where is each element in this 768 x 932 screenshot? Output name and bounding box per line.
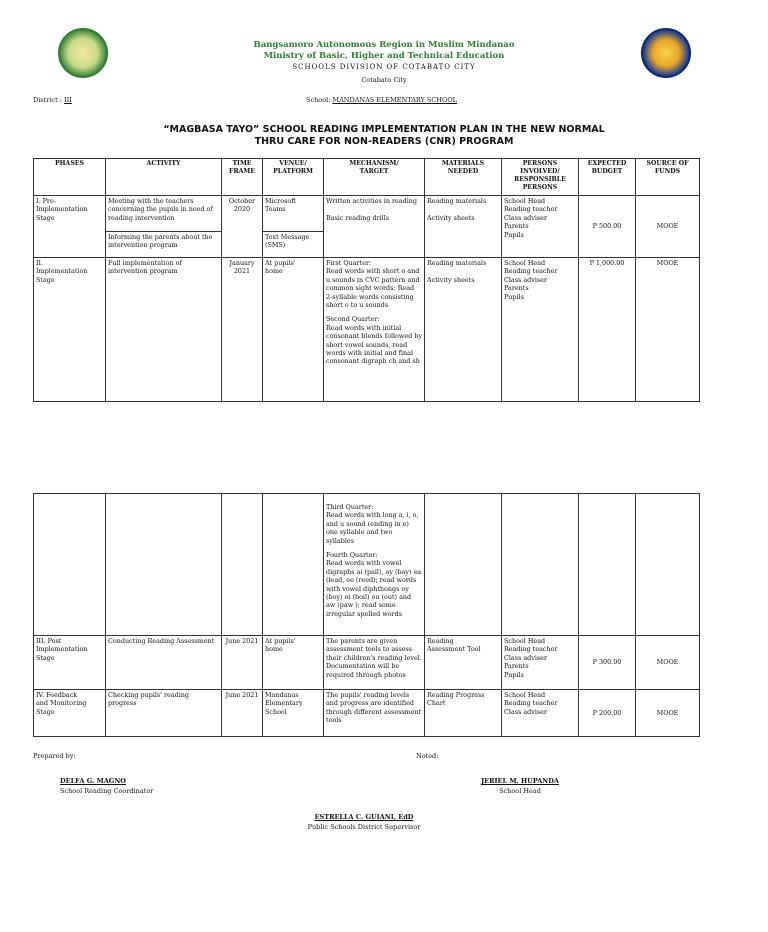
budget-cell <box>579 494 636 636</box>
table-row <box>34 258 700 402</box>
time-cell: October 2020 <box>222 196 263 258</box>
source-cell: MOOE <box>636 196 700 258</box>
materials-cell: Reading materials Activity sheets <box>425 258 502 402</box>
ministry-name: Ministry of Basic, Higher and Technical Education <box>263 51 505 61</box>
mechanism-cell <box>324 494 425 636</box>
district-label: District : <box>33 96 62 104</box>
materials-cell: Reading materials Activity sheets <box>425 196 502 258</box>
quarter-title: Fourth Quarter: <box>326 551 378 560</box>
district-value: III <box>64 96 72 104</box>
header-mechanism: MECHANISM/ TARGET <box>324 159 425 196</box>
header-time-frame: TIME FRAME <box>222 159 263 196</box>
materials-cell: Reading Assessment Tool <box>425 636 502 690</box>
activity-cell: Meeting with the teachers concerning the pupils in need of reading intervention <box>106 196 222 232</box>
preparer-role: School Reading Coordinator <box>60 787 154 795</box>
quarter-title: Second Quarter: <box>326 315 380 324</box>
document-title-line2: THRU CARE FOR NON-READERS (CNR) PROGRAM <box>254 136 514 147</box>
header-phases: PHASES <box>34 159 106 196</box>
activity-cell: Full implementation of intervention program <box>106 258 222 402</box>
plan-table-page2 <box>33 493 700 737</box>
source-cell: MOOE <box>636 636 700 690</box>
table-row <box>34 196 700 232</box>
preparer-name: DELFA G. MAGNO <box>60 777 126 785</box>
supervisor-name: ESTRELLA C. GUIANI, EdD <box>314 813 414 821</box>
source-cell <box>636 494 700 636</box>
mechanism-cell: Written activities in reading Basic reading drills <box>324 196 425 258</box>
budget-cell: P 1,000.00 <box>579 258 636 402</box>
mechanism-cell: The parents are given assessment tools to assess their children's reading level. Documentation will be required through photos <box>324 636 425 690</box>
head-name: JERIEL M. HUPANDA <box>481 777 559 785</box>
header-source: SOURCE OF FUNDS <box>636 159 700 196</box>
venue-cell: At pupils' home <box>263 258 324 402</box>
quarter-text: Read words with short o and u sounds in CVC pattern and common sight words; Read 2-syllable words consisting short o to u sounds <box>326 267 420 310</box>
division-name: SCHOOLS DIVISION OF COTABATO CITY <box>292 63 476 71</box>
phase-cell: I. Pre- Implementation Stage <box>34 196 106 258</box>
venue-cell: At pupils' home <box>263 636 324 690</box>
table-row <box>34 636 700 690</box>
venue-cell <box>263 494 324 636</box>
activity-cell: Conducting Reading Assessment <box>106 636 222 690</box>
source-cell: MOOE <box>636 258 700 402</box>
phase-cell <box>34 494 106 636</box>
school-value: MANDANAS ELEMENTARY SCHOOL <box>332 96 457 104</box>
venue-cell: Microsoft Teams <box>263 196 324 232</box>
source-cell: MOOE <box>636 690 700 737</box>
header-persons: PERSONS INVOLVED/ RESPONSIBLE PERSONS <box>502 159 579 196</box>
table-row <box>34 690 700 737</box>
persons-cell <box>502 494 579 636</box>
city-name: Cotabato City <box>361 76 407 84</box>
plan-table-page1 <box>33 158 700 402</box>
header-venue: VENUE/ PLATFORM <box>263 159 324 196</box>
quarter-text: Read words with long a, i, o, and u sound (ending in e) one syllable and two syllables <box>326 511 419 545</box>
noted-label: Noted: <box>416 752 439 760</box>
phase-cell: II. Implementation Stage <box>34 258 106 402</box>
materials-cell: Reading Progress Chart <box>425 690 502 737</box>
activity-cell: Checking pupils' reading progress <box>106 690 222 737</box>
region-name: Bangsamoro Autonomous Region in Muslim Mindanao <box>253 40 515 50</box>
document-title-line1: “MAGBASA TAYO” SCHOOL READING IMPLEMENTATION PLAN IN THE NEW NORMAL <box>163 124 605 135</box>
persons-cell: School Head Reading teacher Class adviser Parents Pupils <box>502 636 579 690</box>
mechanism-cell: The pupils' reading levels and progress are identified through different assessment tools <box>324 690 425 737</box>
time-cell: January 2021 <box>222 258 263 402</box>
persons-cell: School Head Reading teacher Class adviser <box>502 690 579 737</box>
time-cell: June 2021 <box>222 636 263 690</box>
persons-cell: School Head Reading teacher Class adviser Parents Pupils <box>502 258 579 402</box>
phase-cell: IV. Feedback and Monitoring Stage <box>34 690 106 737</box>
venue-cell: Mandanas Elementary School <box>263 690 324 737</box>
table-header-row <box>34 159 700 196</box>
venue-cell: Text Message (SMS) <box>263 232 324 258</box>
header-budget: EXPECTED BUDGET <box>579 159 636 196</box>
budget-cell: P 200.00 <box>579 690 636 737</box>
activity-cell: Informing the parents about the intervention program <box>106 232 222 258</box>
prepared-by-label: Prepared by: <box>33 752 76 760</box>
header-activity: ACTIVITY <box>106 159 222 196</box>
materials-cell <box>425 494 502 636</box>
quarter-text: Read words with initial consonant blends followed by short vowel sounds, read words with initial and final consonant digraph ch and sh <box>326 323 422 366</box>
time-cell: June 2021 <box>222 690 263 737</box>
district-line <box>33 96 72 104</box>
mechanism-cell <box>324 258 425 402</box>
quarter-text: Read words with vowel digraphs ai (pail), ay (bay) ea (lead, ee (reed); read words with vowel diphthongs oy (boy) oi (boil) ou (out) and aw (paw ); read some irregular spelled words <box>326 559 422 618</box>
supervisor-role: Public Schools District Supervisor <box>307 823 421 831</box>
school-line <box>306 96 457 104</box>
table-row <box>34 494 700 636</box>
activity-cell <box>106 494 222 636</box>
phase-cell: III. Post Implementation Stage <box>34 636 106 690</box>
quarter-title: Third Quarter: <box>326 503 374 511</box>
budget-cell: P 300.00 <box>579 636 636 690</box>
budget-cell: P 500.00 <box>579 196 636 258</box>
persons-cell: School Head Reading teacher Class adviser Parents Pupils <box>502 196 579 258</box>
head-role: School Head <box>499 787 541 795</box>
school-label: School: <box>306 96 331 104</box>
header-materials: MATERIALS NEEDED <box>425 159 502 196</box>
time-cell <box>222 494 263 636</box>
quarter-title: First Quarter: <box>326 259 372 267</box>
